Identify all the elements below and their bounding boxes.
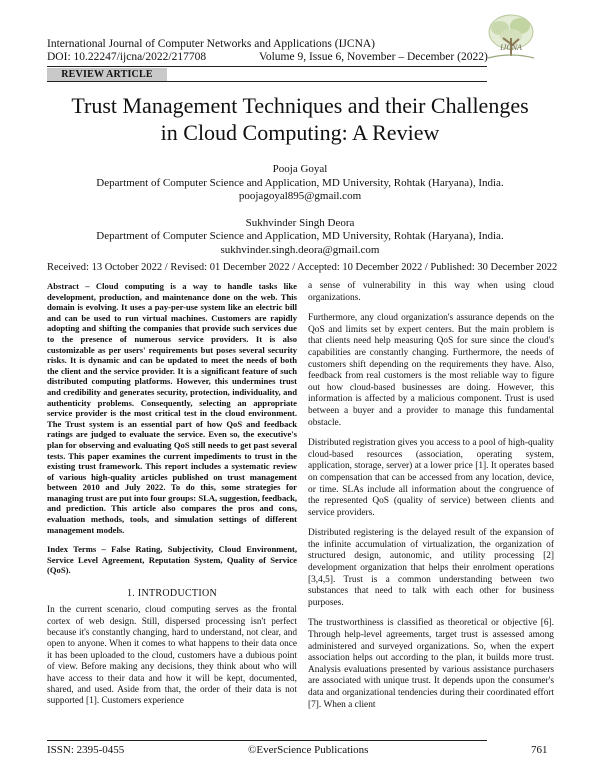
author-name: Sukhvinder Singh Deora (245, 216, 355, 229)
footer-issn: ISSN: 2395-0455 (47, 744, 125, 756)
article-type-badge: REVIEW ARTICLE (47, 68, 167, 81)
journal-logo-icon (478, 8, 544, 68)
author-email: sukhvinder.singh.deora@gmail.com (220, 243, 380, 256)
volume-issue: Volume 9, Issue 6, November – December (2022) (259, 51, 488, 63)
intro-paragraph: In the current scenario, cloud computing serves as the frontal cortex of web design. Still, dispersed processing isn't perfect because it's constantly changing, hard to understand, not clear, and open to anyone. When it comes to what happens to their data once it has been uploaded to the cloud, customers have a dubious point of view. Before making any decisions, they think about who will have access to their data and how it will be kept, documented, shared, and used. Aside from that, the order of their data is not supported [1]. Customers experience (47, 605, 297, 707)
body-paragraph: a sense of vulnerability in this way when using cloud organizations. (308, 281, 554, 303)
section-heading: 1. INTRODUCTION (126, 588, 218, 600)
body-paragraph: The trustworthiness is classified as theoretical or objective [6]. Through help-level agreements, target trust is assessed among administered and surveyed organizations. So, when the expert association helps out according to the plan, it builds more trust. Analysis evaluations presented by various assistance purchasers are associated with unique trust. It depends upon the consumer's data and organizational tendencies during their coordinated effort [7]. When a client (308, 618, 554, 710)
badge-rule (47, 81, 487, 82)
index-terms: Index Terms – False Rating, Subjectivity, Cloud Environment, Service Level Agreement, Reputation System, Quality of Service (QoS). (47, 544, 297, 576)
author-name: Pooja Goyal (272, 163, 328, 175)
paper-title (30, 92, 570, 146)
body-paragraph: Distributed registering is the delayed result of the expansion of the infinite accumulation of virtualization, the organization of structured design, autonomic, and utility processing [2] development organization that helps their enrolment operations [3,4,5]. Trust is a common understanding between two substances that need to talk with each other for business purposes. (308, 528, 554, 608)
footer-publisher: ©EverScience Publications (248, 744, 369, 756)
footer-rule (47, 740, 487, 741)
body-paragraph: Furthermore, any cloud organization's assurance depends on the QoS and limits set by expert centers. But the main problem is that clients need help measuring QoS for sure since the cloud's capabilities are constantly changing. Furthermore, the needs of customers shift depending on the requirements they have. Also, feedback from real customers is the most reliable way to figure out how cloud-based businesses are doing. However, this information is affected by a malicious component. Trust is used between a buyer and a provider to manage this fundamental obstacle. (308, 313, 554, 428)
footer-page-number: 761 (531, 744, 548, 756)
logo-text: IJCNA (500, 43, 522, 52)
author-affiliation: Department of Computer Science and Application, MD University, Rohtak (Haryana), India. (96, 230, 504, 242)
author-email: poojagoyal895@gmail.com (238, 190, 362, 202)
publication-dates: Received: 13 October 2022 / Revised: 01 December 2022 / Accepted: 10 December 2022 / Published: 30 December 2022 (47, 262, 558, 273)
abstract: Abstract – Cloud computing is a way to handle tasks like development, production, and maintenance done on the web. This domain is evolving. It uses a pay-per-use system like an electric bill and can be used to run virtual machines. Customers are rapidly adopting and shifting the companies that provide such services due to the presence of numerous service providers. It is also customizable as per users' requirements but poses several security risks. It is dynamic and can be updated to meet the needs of both the client and the service provider. It is a significant feature of such distributed computing platforms. However, this undermines trust and credibility and generates security, protection, individuality, and authenticity problems. Consequently, selecting an appropriate service provider is the most critical test in the cloud environment. The Trust system is an essential part of how QoS and feedback ratings are judged to evaluate the service. Even so, the executive's plan for observing and evaluating QoS still needs to get past several tests. This paper examines the current impediments to trust in the existing trust framework. This report includes a systematic review of various high-quality articles published on trust management between 2010 and July 2022. To do this, some strategies for managing trust are put into four groups: SLA, suggestion, feedback, and prediction. This article also compares the pros and cons, evaluation methods, tools, and simulation settings of different management models. (47, 281, 297, 535)
title-line-1: Trust Management Techniques and their Challenges (71, 93, 529, 118)
right-column (308, 281, 554, 720)
doi: DOI: 10.22247/ijcna/2022/217708 (47, 51, 207, 63)
title-line-2: in Cloud Computing: A Review (160, 120, 440, 145)
journal-name: International Journal of Computer Networks and Applications (IJCNA) (47, 38, 376, 50)
header-rule (47, 66, 487, 67)
author-affiliation: Department of Computer Science and Application, MD University, Rohtak (Haryana), India. (96, 176, 504, 189)
doi-volume-row (47, 51, 487, 64)
body-paragraph: Distributed registration gives you access to a pool of high-quality cloud-based resources (association, operating system, application, storage, server) at a lower price [1]. It operates based on compensation that can be accessed from any location, device, or time. SLAs include all information about the congruence of the represented QoS (quality of service) between clients and service providers. (308, 438, 554, 518)
author-block (47, 163, 553, 257)
left-column (47, 281, 297, 717)
